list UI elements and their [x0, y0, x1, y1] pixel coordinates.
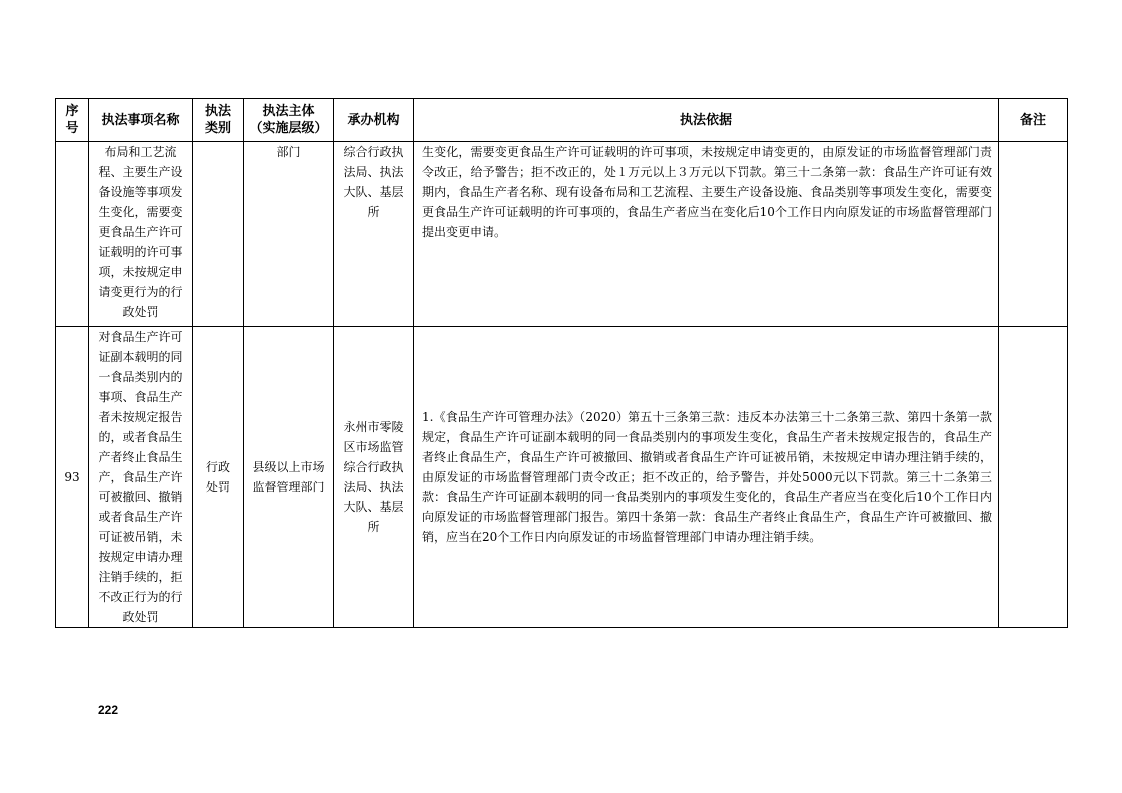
row-seq [56, 142, 89, 327]
row-org: 综合行政执法局、执法大队、基层所 [334, 142, 414, 327]
row-remark [999, 142, 1068, 327]
table-header-row [56, 99, 1068, 142]
header-subject: 执法主体 （实施层级） [244, 99, 334, 142]
row-category [193, 142, 244, 327]
header-org: 承办机构 [334, 99, 414, 142]
table-row [56, 142, 1068, 327]
enforcement-table [55, 98, 1068, 628]
header-remark: 备注 [999, 99, 1068, 142]
header-basis: 执法依据 [414, 99, 999, 142]
row-org: 永州市零陵区市场监管综合行政执法局、执法大队、基层所 [334, 327, 414, 628]
row-basis: 生变化，需要变更食品生产许可证载明的许可事项，未按规定申请变更的，由原发证的市场监督管理部门责令改正，给予警告；拒不改正的，处１万元以上３万元以下罚款。第三十二条第一款：食品生产许可证有效期内，食品生产者名称、现有设备布局和工艺流程、主要生产设备设施、食品类别等事项发生变化，需要变更食品生产许可证载明的许可事项的，食品生产者应当在变化后10个工作日内向原发证的市场监督管理部门提出变更申请。 [414, 142, 999, 327]
row-item-name: 布局和工艺流程、主要生产设备设施等事项发生变化，需要变更食品生产许可证载明的许可事项，未按规定申请变更行为的行政处罚 [89, 142, 193, 327]
row-seq: 93 [56, 327, 89, 628]
row-item-name: 对食品生产许可证副本载明的同一食品类别内的事项、食品生产者未按规定报告的，或者食品生产者终止食品生产，食品生产许可被撤回、撤销或者食品生产许可证被吊销，未按规定申请办理注销手续的，拒不改正行为的行政处罚 [89, 327, 193, 628]
row-subject: 部门 [244, 142, 334, 327]
row-remark [999, 327, 1068, 628]
header-seq: 序 号 [56, 99, 89, 142]
table-row [56, 327, 1068, 628]
row-category: 行政 处罚 [193, 327, 244, 628]
row-subject: 县级以上市场监督管理部门 [244, 327, 334, 628]
row-basis: 1.《食品生产许可管理办法》（2020）第五十三条第三款：违反本办法第三十二条第三款、第四十条第一款规定，食品生产许可证副本载明的同一食品类别内的事项发生变化，食品生产者未按规定报告的，食品生产者终止食品生产，食品生产许可被撤回、撤销或者食品生产许可证被吊销，未按规定申请办理注销手续的，由原发证的市场监督管理部门责令改正；拒不改正的，给予警告，并处5000元以下罚款。第三十二条第三款：食品生产许可证副本载明的同一食品类别内的事项发生变化的，食品生产者应当在变化后10个工作日内向原发证的市场监督管理部门报告。第四十条第一款：食品生产者终止食品生产，食品生产许可被撤回、撤销，应当在20个工作日内向原发证的市场监督管理部门申请办理注销手续。 [414, 327, 999, 628]
header-item-name: 执法事项名称 [89, 99, 193, 142]
header-category: 执法 类别 [193, 99, 244, 142]
page-number: 222 [98, 703, 119, 717]
